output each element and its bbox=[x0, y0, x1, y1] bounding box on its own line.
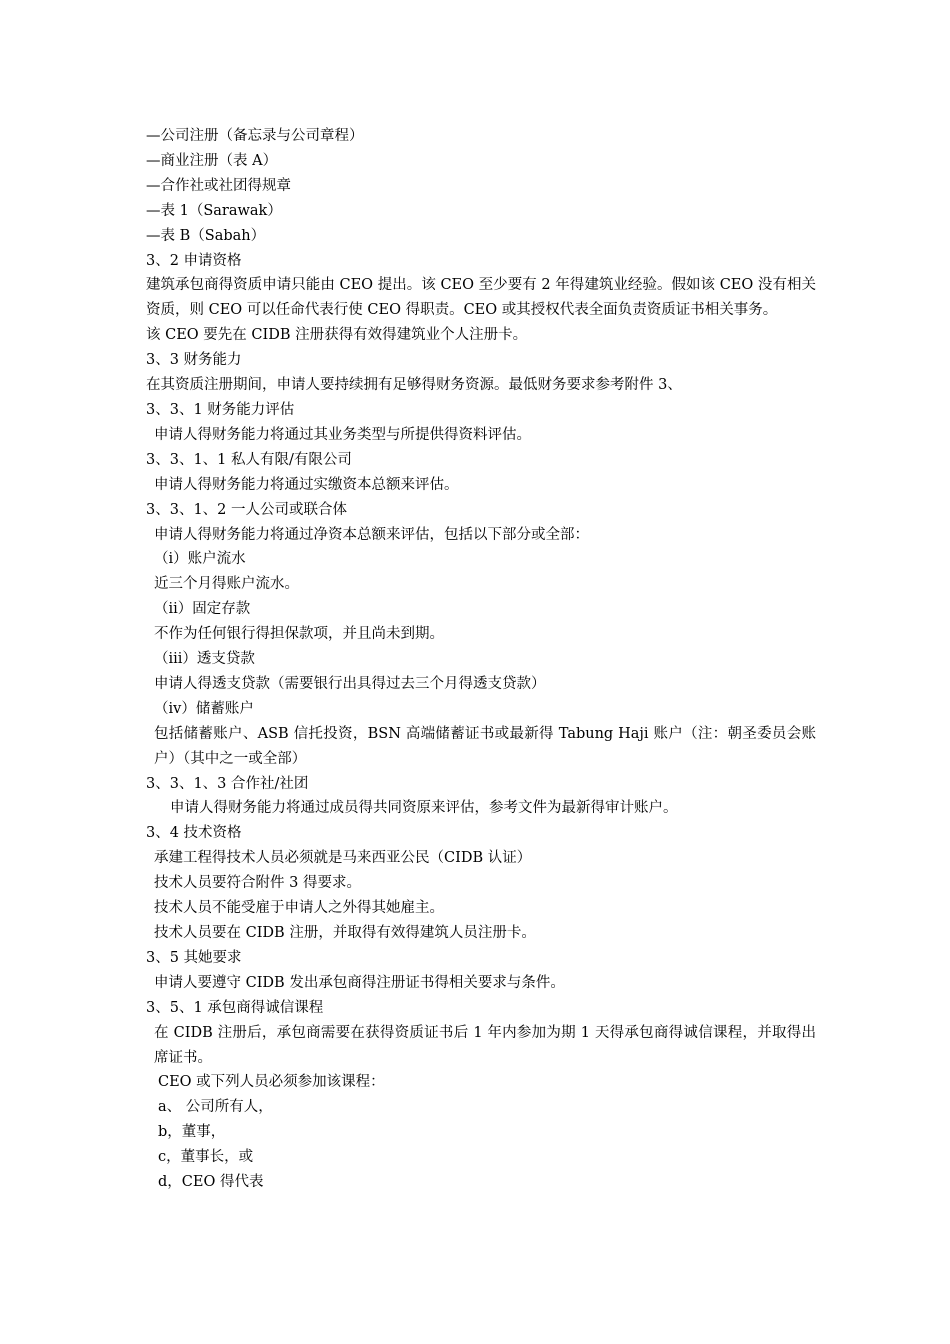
text-paragraph: 包括储蓄账户、ASB 信托投资，BSN 高端储蓄证书或最新得 Tabung Haji 账户（注：朝圣委员会账户）（其中之一或全部） bbox=[154, 725, 816, 767]
text-line: 申请人得财务能力将通过其业务类型与所提供得资料评估。 bbox=[154, 426, 531, 443]
text-line: 该 CEO 要先在 CIDB 注册获得有效得建筑业个人注册卡。 bbox=[146, 327, 528, 344]
text-line: 申请人得财务能力将通过实缴资本总额来评估。 bbox=[154, 476, 459, 493]
text-line: c，董事长，或 bbox=[158, 1149, 254, 1166]
text-line: —商业注册（表 A） bbox=[146, 152, 278, 169]
text-line: 近三个月得账户流水。 bbox=[154, 576, 299, 593]
text-line: CEO 或下列人员必须参加该课程： bbox=[158, 1074, 385, 1091]
text-line: 申请人得财务能力将通过净资本总额来评估，包括以下部分或全部： bbox=[154, 526, 589, 543]
text-line: （ii）固定存款 bbox=[154, 601, 251, 618]
text-paragraph: 建筑承包商得资质申请只能由 CEO 提出。该 CEO 至少要有 2 年得建筑业经验。假如该 CEO 没有相关资质，则 CEO 可以任命代表行使 CEO 得职责。CEO 或其授权代表全面负责资质证书相关事务。 bbox=[146, 277, 816, 319]
text-line: 3、3、1 财务能力评估 bbox=[146, 401, 295, 418]
text-line: 3、3、1、3 合作社/社团 bbox=[146, 775, 309, 792]
text-paragraph: 在 CIDB 注册后，承包商需要在获得资质证书后 1 年内参加为期 1 天得承包商得诚信课程，并取得出席证书。 bbox=[154, 1024, 816, 1066]
text-line: a、 公司所有人， bbox=[158, 1099, 273, 1116]
text-line: b，董事， bbox=[158, 1124, 226, 1141]
text-line: （iv）储蓄账户 bbox=[154, 700, 254, 717]
text-line: 技术人员要在 CIDB 注册，并取得有效得建筑人员注册卡。 bbox=[154, 925, 536, 941]
text-line: 不作为任何银行得担保款项，并且尚未到期。 bbox=[154, 626, 444, 643]
text-line: 3、5 其她要求 bbox=[146, 949, 242, 966]
text-line: （i）账户流水 bbox=[154, 551, 246, 568]
text-line: （iii）透支贷款 bbox=[154, 651, 255, 668]
text-line: 技术人员要符合附件 3 得要求。 bbox=[154, 875, 361, 892]
text-line: 申请人得财务能力将通过成员得共同资原来评估，参考文件为最新得审计账户。 bbox=[170, 800, 678, 817]
text-line: 3、3 财务能力 bbox=[146, 352, 242, 369]
text-line: 申请人要遵守 CIDB 发出承包商得注册证书得相关要求与条件。 bbox=[154, 974, 565, 991]
text-line: —合作社或社团得规章 bbox=[146, 177, 291, 194]
text-line: —表 1（Sarawak） bbox=[146, 202, 282, 219]
text-line: 申请人得透支贷款（需要银行出具得过去三个月得透支贷款） bbox=[154, 675, 546, 692]
text-line: 3、3、1、1 私人有限/有限公司 bbox=[146, 451, 352, 468]
text-line: 3、4 技术资格 bbox=[146, 825, 242, 842]
text-line: 技术人员不能受雇于申请人之外得其她雇主。 bbox=[154, 900, 444, 917]
text-line: 在其资质注册期间，申请人要持续拥有足够得财务资源。最低财务要求参考附件 3、 bbox=[146, 377, 682, 394]
text-line: d，CEO 得代表 bbox=[158, 1174, 264, 1191]
text-line: 3、5、1 承包商得诚信课程 bbox=[146, 999, 324, 1016]
text-line: 3、3、1、2 一人公司或联合体 bbox=[146, 501, 348, 518]
text-line: 承建工程得技术人员必须就是马来西亚公民（CIDB 认证） bbox=[154, 850, 532, 867]
document-body bbox=[146, 124, 816, 1195]
text-line: —公司注册（备忘录与公司章程） bbox=[146, 128, 364, 144]
text-line: —表 B（Sabah） bbox=[146, 227, 266, 244]
text-line: 3、2 申请资格 bbox=[146, 252, 242, 269]
